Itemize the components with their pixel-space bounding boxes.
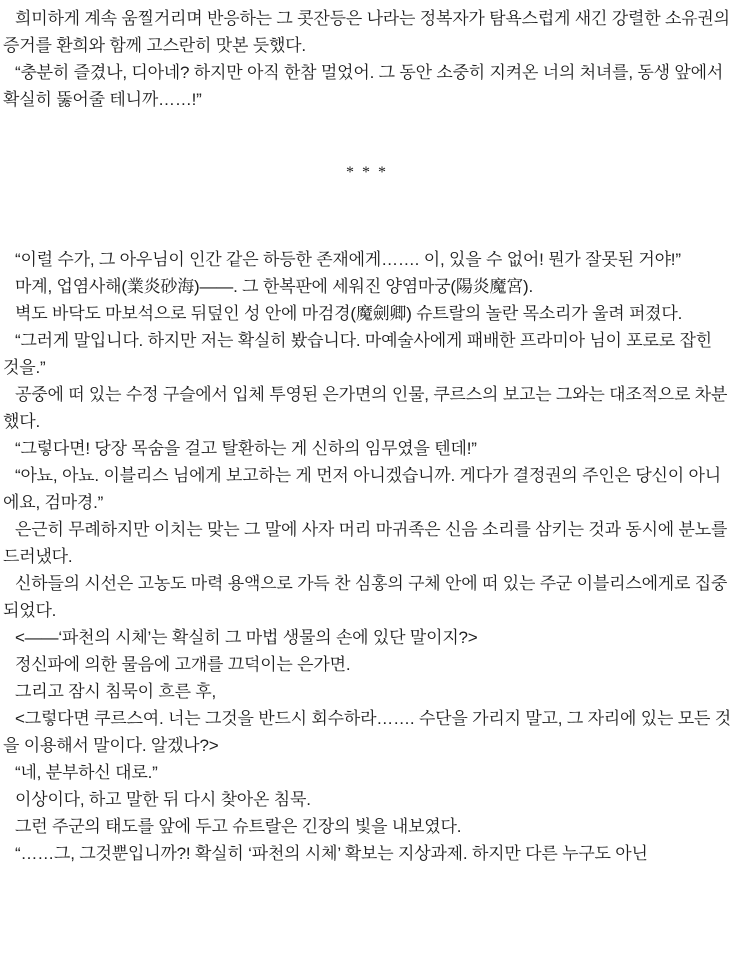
- paragraph: “네, 분부하신 대로.”: [15, 763, 158, 782]
- paragraph: 그리고 잠시 침묵이 흐른 후,: [15, 682, 217, 701]
- scene-separator: * * *: [346, 164, 388, 181]
- text-content: [3, 5, 731, 867]
- paragraph: 그런 주군의 태도를 앞에 두고 슈트랄은 긴장의 빛을 내보였다.: [15, 817, 462, 836]
- paragraph: 정신파에 의한 물음에 고개를 끄덕이는 은가면.: [15, 655, 351, 674]
- paragraph: “……그, 그것뿐입니까?! 확실히 ‘파천의 시체’ 확보는 지상과제. 하지만 다른 누구도 아닌: [15, 844, 648, 863]
- paragraph: <——‘파천의 시체’는 확실히 그 마법 생물의 손에 있단 말이지?>: [15, 628, 478, 647]
- paragraph: “아뇨, 아뇨. 이블리스 님에게 보고하는 게 먼저 아니겠습니까. 게다가 결정권의 주인은 당신이 아니에요, 검마경.”: [3, 466, 721, 512]
- paragraph: 공중에 떠 있는 수정 구슬에서 입체 투영된 은가면의 인물, 쿠르스의 보고는 그와는 대조적으로 차분했다.: [3, 385, 728, 431]
- paragraph: 신하들의 시선은 고농도 마력 용액으로 가득 찬 심홍의 구체 안에 떠 있는 주군 이블리스에게로 집중되었다.: [3, 574, 728, 620]
- paragraph: 마계, 업염사해(業炎砂海)——. 그 한복판에 세워진 양염마궁(陽炎魔宮).: [15, 277, 534, 296]
- paragraph: <그렇다면 쿠르스여. 너는 그것을 반드시 회수하라……. 수단을 가리지 말고, 그 자리에 있는 모든 것을 이용해서 말이다. 알겠나?>: [3, 709, 731, 755]
- paragraph: “충분히 즐겼나, 디아네? 하지만 아직 한참 멀었어. 그 동안 소중히 지켜온 너의 처녀를, 동생 앞에서 확실히 뚫어줄 테니까……!”: [3, 63, 724, 109]
- paragraph: “그렇다면! 당장 목숨을 걸고 탈환하는 게 신하의 임무였을 텐데!”: [15, 439, 477, 458]
- paragraph: 벽도 바닥도 마보석으로 뒤덮인 성 안에 마검경(魔劍卿) 슈트랄의 놀란 목소리가 울려 퍼졌다.: [15, 304, 683, 323]
- paragraph: 은근히 무례하지만 이치는 맞는 그 말에 사자 머리 마귀족은 신음 소리를 삼키는 것과 동시에 분노를 드러냈다.: [3, 520, 728, 566]
- paragraph: “이럴 수가, 그 아우님이 인간 같은 하등한 존재에게……. 이, 있을 수 없어! 뭔가 잘못된 거야!”: [15, 250, 681, 269]
- paragraph: 이상이다, 하고 말한 뒤 다시 찾아온 침묵.: [15, 790, 311, 809]
- paragraph: 희미하게 계속 움찔거리며 반응하는 그 콧잔등은 나라는 정복자가 탐욕스럽게 새긴 강렬한 소유권의 증거를 환희와 함께 고스란히 맛본 듯했다.: [3, 9, 730, 55]
- paragraph: “그러게 말입니다. 하지만 저는 확실히 봤습니다. 마예술사에게 패배한 프라미아 님이 포로로 잡힌 것을.”: [3, 331, 712, 377]
